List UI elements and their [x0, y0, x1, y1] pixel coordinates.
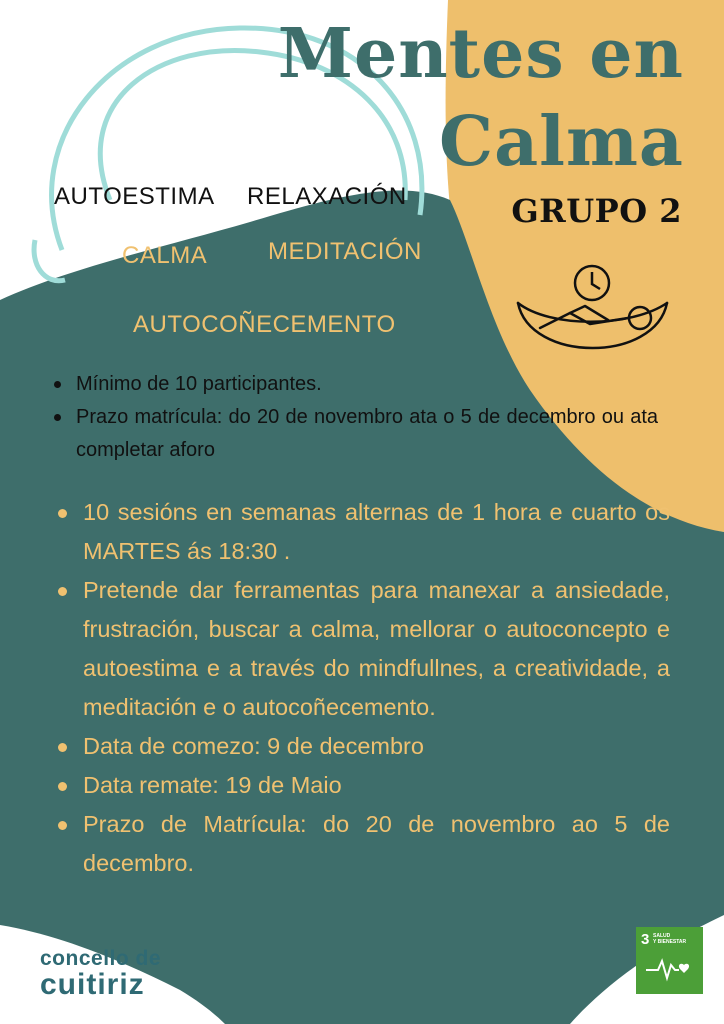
sdg-text-line-1: SALUD — [653, 933, 671, 939]
info-list — [52, 368, 658, 467]
keyword-calma: CALMA — [122, 242, 208, 269]
details-item: Data remate: 19 de Maio — [52, 766, 670, 805]
sdg-badge — [636, 927, 703, 994]
title-line-1: Mentes en — [277, 14, 684, 94]
sdg-number: 3 — [641, 931, 650, 948]
details-item: 10 sesións en semanas alternas de 1 hora e cuarto os MARTES ás 18:30 . — [52, 493, 670, 571]
keyword-relaxacion: RELAXACIÓN — [247, 183, 407, 210]
details-item: Pretende dar ferramentas para manexar a ansiedade, frustración, buscar a calma, mellorar o autoconcepto e autoestima e a través do mindfullnes, a creatividade, a meditación e o autocoñecemento. — [52, 571, 670, 727]
info-item: Mínimo de 10 participantes. — [52, 368, 658, 401]
details-item: Prazo de Matrícula: do 20 de novembro ao 5 de decembro. — [52, 805, 670, 883]
logo-cuitiriz: cuitiriz — [40, 968, 145, 1001]
keyword-autoconecemento: AUTOCOÑECEMENTO — [133, 311, 396, 338]
logo-concello-de: concello de — [40, 947, 162, 970]
group-label: GRUPO 2 — [511, 192, 682, 230]
sdg-text-line-2: Y BIENESTAR — [653, 939, 687, 945]
details-item: Data de comezo: 9 de decembro — [52, 727, 670, 766]
info-item: Prazo matrícula: do 20 de novembro ata o 5 de decembro ou ata completar aforo — [52, 401, 658, 467]
title-line-2: Calma — [438, 102, 684, 182]
keyword-autoestima: AUTOESTIMA — [54, 183, 215, 210]
clock-icon — [575, 266, 609, 300]
keyword-meditacion: MEDITACIÓN — [268, 238, 422, 265]
details-list — [52, 493, 670, 883]
hammock-icon — [518, 303, 667, 348]
heartbeat-icon — [644, 953, 696, 983]
